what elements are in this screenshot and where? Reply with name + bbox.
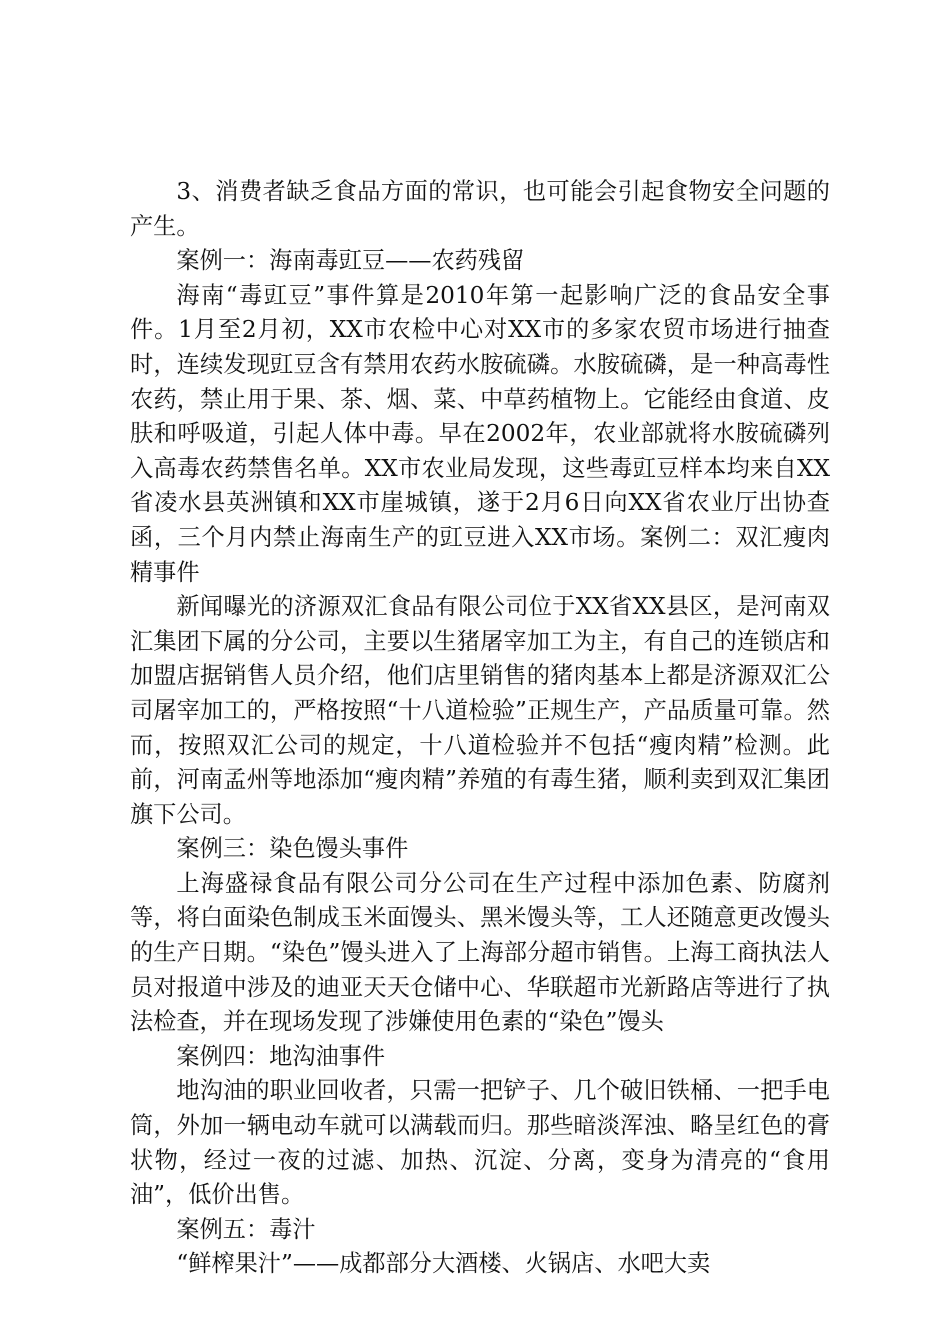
heading-case-5: 案例五：毒汁 — [176, 1215, 316, 1243]
heading-case-1: 案例一：海南毒豇豆——农药残留 — [176, 247, 525, 275]
paragraph-case-4-gutter-oil: 地沟油的职业回收者，只需一把铲子、几个破旧铁桶、一把手电筒，外加一辆电动车就可以满载而归。那些暗淡浑浊、略呈红色的膏状物，经过一夜的过滤、加热、沉淀、分离，变身为清亮的“食用油”，低价出售。 — [130, 1077, 830, 1209]
heading-case-4: 案例四：地沟油事件 — [176, 1042, 386, 1070]
paragraph-consumer-knowledge: 3、消费者缺乏食品方面的常识，也可能会引起食物安全问题的产生。 — [130, 178, 830, 240]
document-body — [130, 175, 830, 1282]
paragraph-case-2-shuanghui: 新闻曝光的济源双汇食品有限公司位于XX省XX县区，是河南双汇集团下属的分公司，主要以生猪屠宰加工为主，有自己的连锁店和加盟店据销售人员介绍，他们店里销售的猪肉基本上都是济源双汇公司屠宰加工的，严格按照“十八道检验”正规生产，产品质量可靠。然而，按照双汇公司的规定，十八道检验并不包括“瘦肉精”检测。此前，河南孟州等地添加“瘦肉精”养殖的有毒生猪，顺利卖到双汇集团旗下公司。 — [130, 593, 830, 828]
paragraph-case-5-juice: “鲜榨果汁”——成都部分大酒楼、火锅店、水吧大卖 — [176, 1250, 711, 1278]
paragraph-case-3-dyed-buns: 上海盛禄食品有限公司分公司在生产过程中添加色素、防腐剂等，将白面染色制成玉米面馒头、黑米馒头等，工人还随意更改馒头的生产日期。“染色”馒头进入了上海部分超市销售。上海工商执法人员对报道中涉及的迪亚天天仓储中心、华联超市光新路店等进行了执法检查，并在现场发现了涉嫌使用色素的“染色”馒头 — [130, 869, 830, 1036]
paragraph-case-1-cowpea: 海南“毒豇豆”事件算是2010年第一起影响广泛的食品安全事件。1月至2月初，XX市农检中心对XX市的多家农贸市场进行抽查时，连续发现豇豆含有禁用农药水胺硫磷。水胺硫磷，是一种高毒性农药，禁止用于果、茶、烟、菜、中草药植物上。它能经由食道、皮肤和呼吸道，引起人体中毒。早在2002年，农业部就将水胺硫磷列入高毒农药禁售名单。XX市农业局发现，这些毒豇豆样本均来自XX省凌水县英洲镇和XX市崖城镇，遂于2月6日向XX省农业厅出协查函，三个月内禁止海南生产的豇豆进入XX市场。案例二：双汇瘦肉精事件 — [130, 281, 830, 586]
heading-case-3: 案例三：染色馒头事件 — [176, 835, 409, 863]
